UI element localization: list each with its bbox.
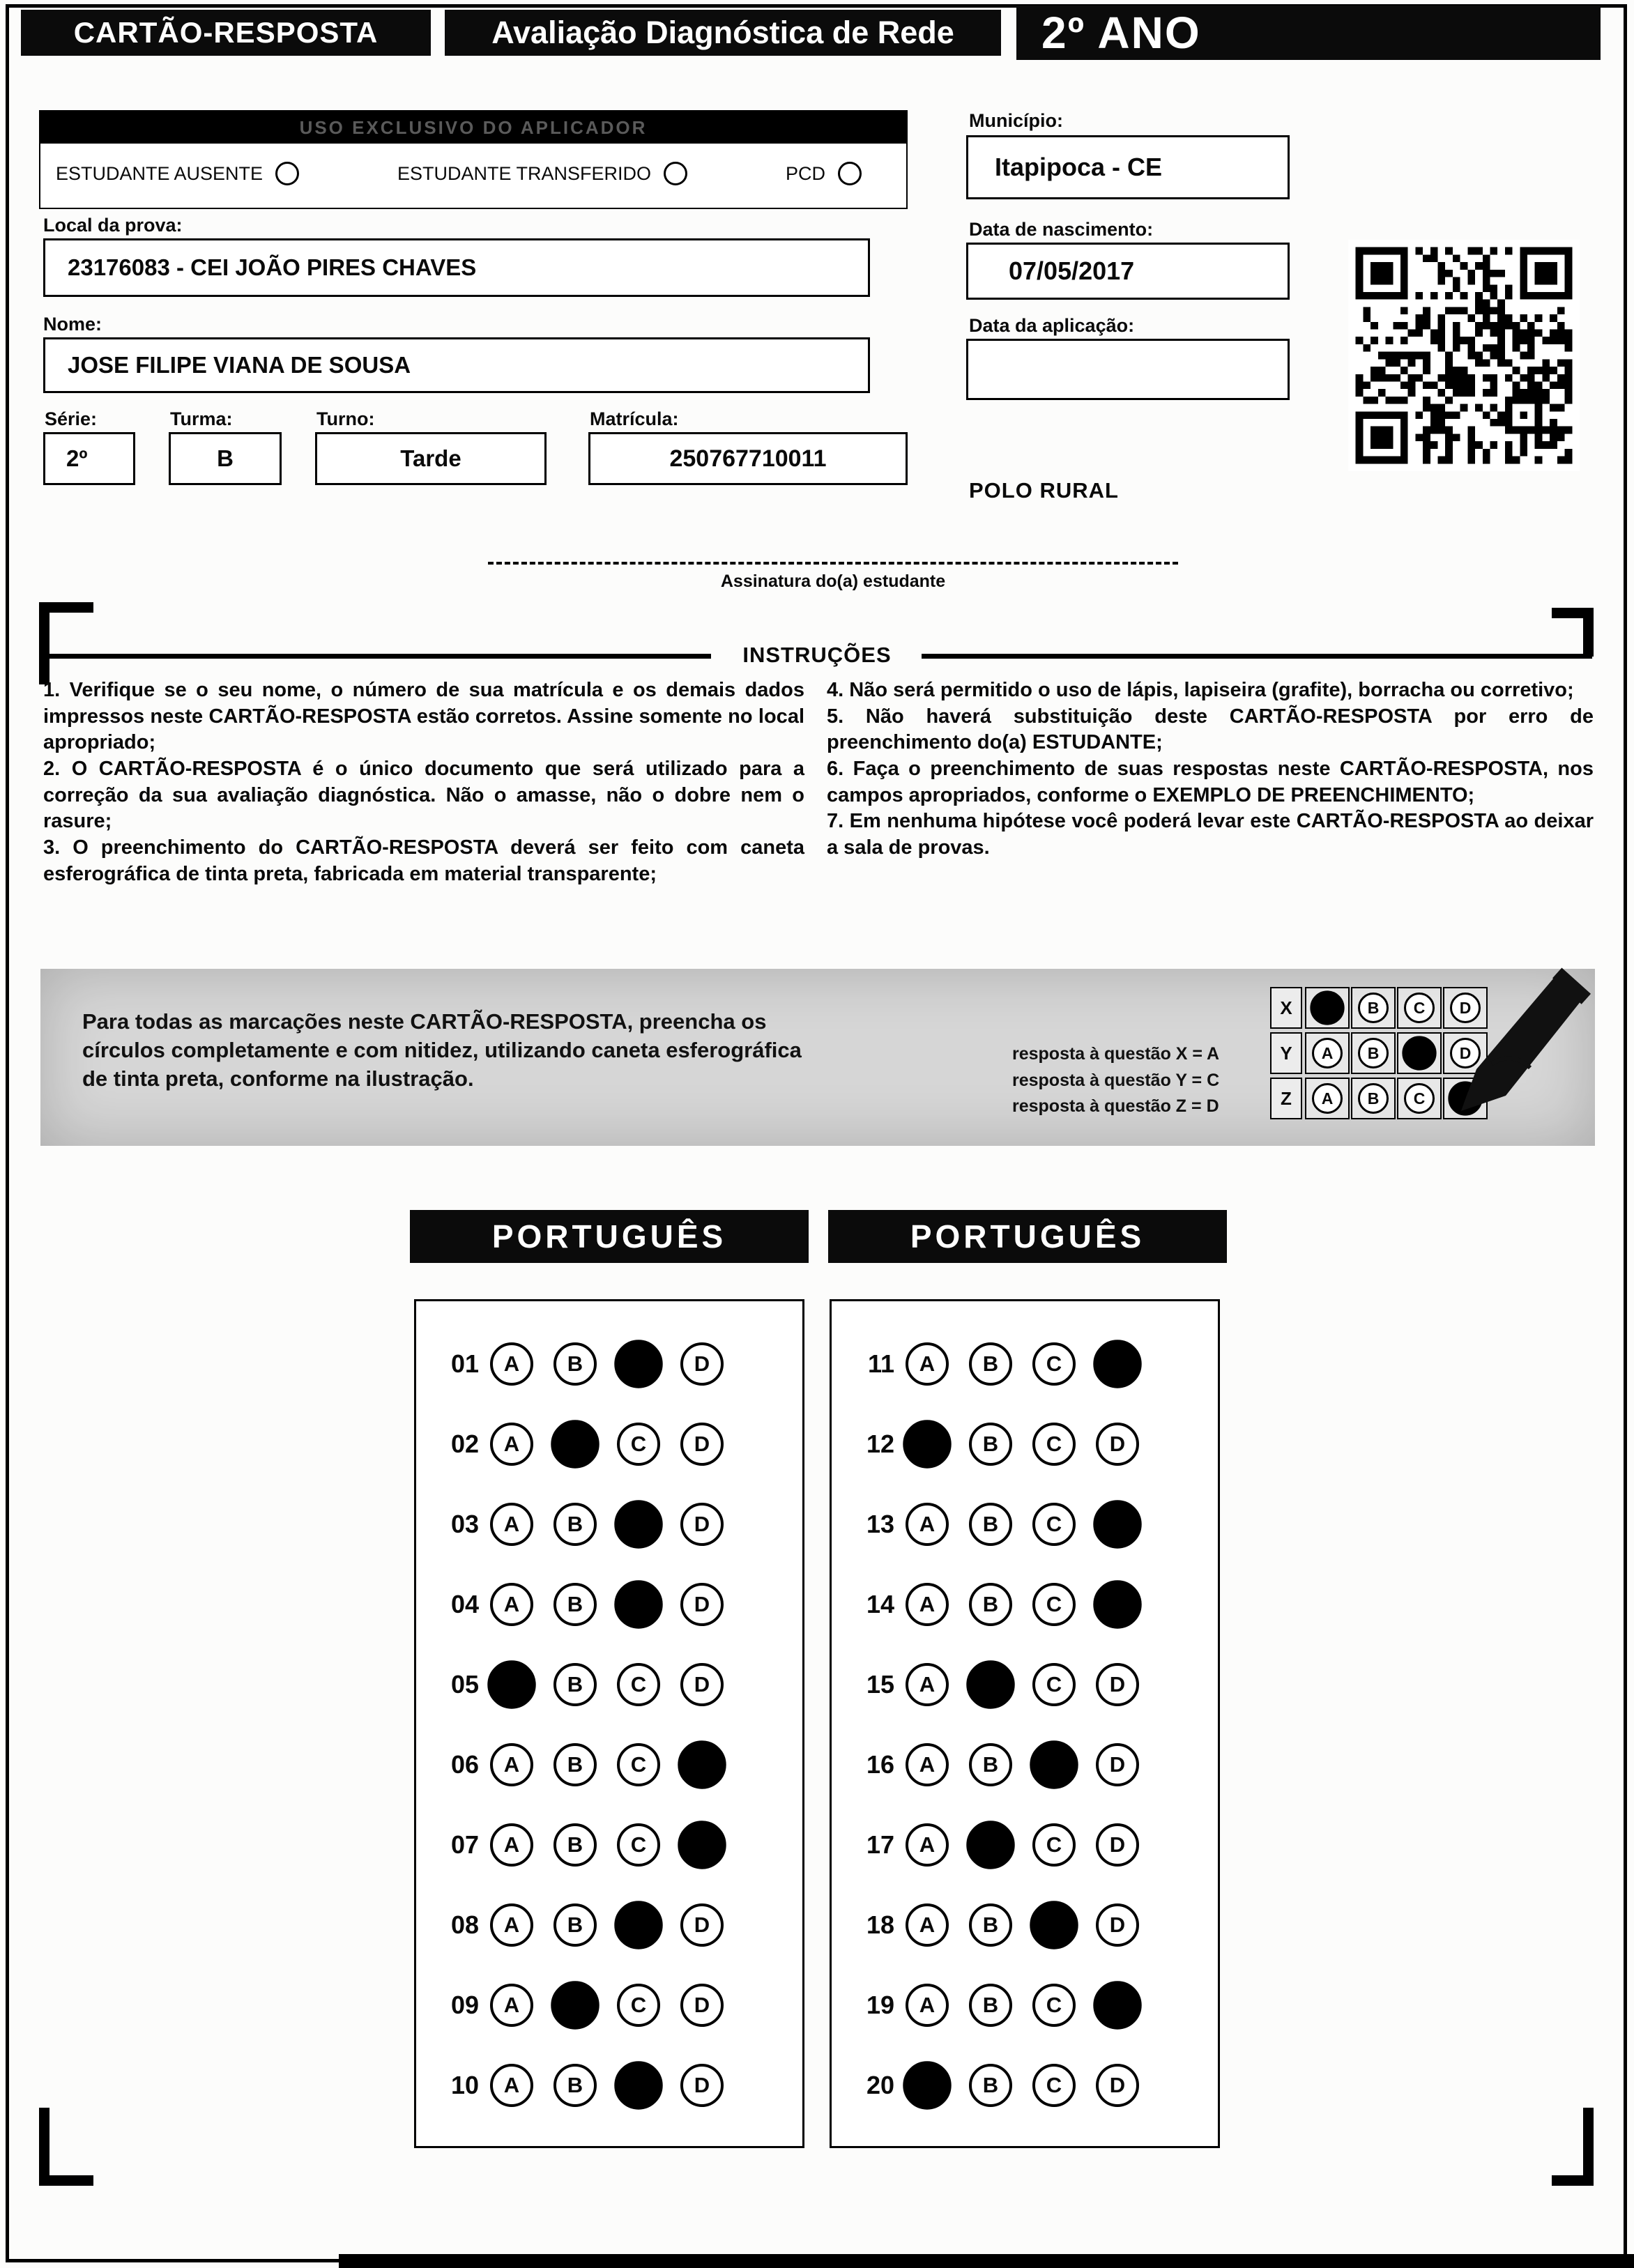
answer-bubble-q04-a[interactable]: A	[490, 1583, 533, 1626]
question-number-05: 05	[450, 1669, 479, 1699]
answer-bubble-q05-c[interactable]: C	[617, 1663, 660, 1706]
instruction-item-4: 4. Não será permitido o uso de lápis, lapiseira (grafite), borracha ou corretivo;	[827, 679, 1574, 701]
turma-value: B	[217, 445, 234, 471]
answer-bubble-q09-d[interactable]: D	[680, 1984, 724, 2027]
instruction-item-6: 6. Faça o preenchimento de suas respostas neste CARTÃO-RESPOSTA, nos campos apropriados, conforme o EXEMPLO DE PREENCHIMENTO;	[827, 758, 1594, 806]
answer-bubble-q01-c[interactable]	[614, 1340, 662, 1388]
question-row-03	[416, 1484, 802, 1564]
answer-bubble-q02-a[interactable]: A	[490, 1423, 533, 1466]
checkbox-circle-estudante-ausente[interactable]	[275, 162, 299, 185]
answer-bubble-q14-b[interactable]: B	[969, 1583, 1012, 1626]
question-number-10: 10	[450, 2070, 479, 2099]
answer-bubble-q11-c[interactable]: C	[1032, 1342, 1076, 1386]
question-row-07	[416, 1805, 802, 1885]
answer-bubble-q14-a[interactable]: A	[906, 1583, 949, 1626]
example-bubble-y-c	[1402, 1036, 1436, 1070]
example-cell-x-c	[1397, 987, 1442, 1029]
answer-bubble-q19-c[interactable]: C	[1032, 1984, 1076, 2027]
answers-section-title-1: PORTUGUÊS	[410, 1210, 809, 1263]
answer-bubble-q10-b[interactable]: B	[553, 2064, 597, 2107]
question-number-09: 09	[450, 1990, 479, 2019]
answer-bubble-q20-d[interactable]: D	[1096, 2064, 1139, 2107]
answer-bubble-q13-d[interactable]	[1093, 1500, 1141, 1548]
answer-bubble-q07-b[interactable]: B	[553, 1823, 597, 1867]
question-number-01: 01	[450, 1349, 479, 1378]
question-row-13	[832, 1484, 1218, 1564]
answer-bubble-q08-c[interactable]	[614, 1901, 662, 1949]
example-bubble-z-b: B	[1358, 1083, 1389, 1114]
answer-bubble-q08-d[interactable]: D	[680, 1903, 724, 1947]
instructions-rule-right	[922, 654, 1592, 659]
question-number-11: 11	[867, 1349, 894, 1378]
instructions-title: INSTRUÇÕES	[742, 643, 892, 667]
question-row-10	[416, 2045, 802, 2125]
corner-mark-bottom-right	[1552, 2108, 1594, 2186]
answer-bubble-q09-c[interactable]: C	[617, 1984, 660, 2027]
answer-bubble-q15-d[interactable]: D	[1096, 1663, 1139, 1706]
example-cell-z-b	[1351, 1078, 1396, 1119]
question-row-12	[832, 1404, 1218, 1484]
answer-bubble-q01-b[interactable]: B	[553, 1342, 597, 1386]
nome-value: JOSE FILIPE VIANA DE SOUSA	[68, 352, 411, 378]
checkbox-circle-pcd[interactable]	[838, 162, 862, 185]
answer-bubble-q19-a[interactable]: A	[906, 1984, 949, 2027]
question-row-16	[832, 1724, 1218, 1805]
question-row-18	[832, 1885, 1218, 1965]
signature-line[interactable]	[488, 562, 1178, 565]
answer-bubble-q12-c[interactable]: C	[1032, 1423, 1076, 1466]
question-row-14	[832, 1564, 1218, 1644]
question-number-07: 07	[450, 1830, 479, 1859]
local-prova-label: Local da prova:	[43, 215, 183, 236]
municipio-value: Itapipoca - CE	[995, 153, 1163, 181]
nome-label: Nome:	[43, 314, 102, 335]
answer-bubble-q06-c[interactable]: C	[617, 1743, 660, 1786]
example-bubble-x-d: D	[1450, 993, 1481, 1023]
example-bubble-y-b: B	[1358, 1038, 1389, 1068]
answer-bubble-q09-a[interactable]: A	[490, 1984, 533, 2027]
question-row-15	[832, 1644, 1218, 1724]
example-cell-x-a	[1305, 987, 1350, 1029]
answer-bubble-q06-b[interactable]: B	[553, 1743, 597, 1786]
checkbox-label-estudante-ausente: ESTUDANTE AUSENTE	[56, 162, 264, 184]
turno-value: Tarde	[400, 445, 461, 471]
answer-bubble-q17-a[interactable]: A	[906, 1823, 949, 1867]
municipio-label: Município:	[969, 110, 1063, 131]
answer-bubble-q16-a[interactable]: A	[906, 1743, 949, 1786]
answer-bubble-q16-c[interactable]	[1030, 1740, 1078, 1788]
answer-bubble-q11-a[interactable]: A	[906, 1342, 949, 1386]
question-number-18: 18	[866, 1910, 894, 1939]
answer-bubble-q03-a[interactable]: A	[490, 1503, 533, 1546]
example-bubble-x-a	[1310, 990, 1344, 1025]
serie-label: Série:	[45, 408, 98, 429]
question-row-19	[832, 1965, 1218, 2045]
corner-mark-bottom-left	[39, 2108, 93, 2186]
answer-bubble-q14-c[interactable]: C	[1032, 1583, 1076, 1626]
local-prova-value: 23176083 - CEI JOÃO PIRES CHAVES	[68, 254, 477, 280]
checkbox-label-estudante-transferido: ESTUDANTE TRANSFERIDO	[397, 162, 652, 184]
data-aplicacao-label: Data da aplicação:	[969, 315, 1135, 336]
answer-bubble-q20-c[interactable]: C	[1032, 2064, 1076, 2107]
question-number-12: 12	[866, 1429, 894, 1458]
example-row-label-x: X	[1270, 987, 1302, 1029]
answer-bubble-q02-d[interactable]: D	[680, 1423, 724, 1466]
question-number-20: 20	[866, 2070, 894, 2099]
answer-bubble-q12-d[interactable]: D	[1096, 1423, 1139, 1466]
answer-bubble-q11-b[interactable]: B	[969, 1342, 1012, 1386]
question-row-11	[832, 1324, 1218, 1404]
question-number-02: 02	[450, 1429, 479, 1458]
answer-bubble-q10-d[interactable]: D	[680, 2064, 724, 2107]
answer-bubble-q13-c[interactable]: C	[1032, 1503, 1076, 1546]
data-aplicacao-field[interactable]	[966, 339, 1290, 400]
instructions-left-column	[43, 677, 804, 888]
answer-bubble-q06-a[interactable]: A	[490, 1743, 533, 1786]
exam-title: Avaliação Diagnóstica de Rede	[445, 10, 1001, 56]
answer-bubble-q05-b[interactable]: B	[553, 1663, 597, 1706]
turma-label: Turma:	[170, 408, 233, 429]
instruction-item-5: 5. Não haverá substituição deste CARTÃO-RESPOSTA por erro de preenchimento do(a) ESTUDANTE;	[827, 705, 1594, 754]
data-nascimento-label: Data de nascimento:	[969, 219, 1154, 240]
question-row-20	[832, 2045, 1218, 2125]
answer-bubble-q09-b[interactable]	[551, 1981, 599, 2029]
checkbox-circle-estudante-transferido[interactable]	[664, 162, 687, 185]
example-cell-y-c	[1397, 1032, 1442, 1074]
checkbox-item-pcd	[786, 162, 862, 185]
answer-bubble-q14-d[interactable]	[1093, 1580, 1141, 1628]
answers-box-2	[830, 1299, 1220, 2148]
example-bubble-x-b: B	[1358, 993, 1389, 1023]
answer-bubble-q03-b[interactable]: B	[553, 1503, 597, 1546]
example-cell-y-a	[1305, 1032, 1350, 1074]
example-row-label-z: Z	[1270, 1078, 1302, 1119]
question-row-17	[832, 1805, 1218, 1885]
answer-bubble-q16-d[interactable]: D	[1096, 1743, 1139, 1786]
checkbox-item-estudante-transferido	[397, 162, 687, 185]
question-row-04	[416, 1564, 802, 1644]
answer-bubble-q08-b[interactable]: B	[553, 1903, 597, 1947]
signature-label: Assinatura do(a) estudante	[720, 572, 946, 591]
question-row-02	[416, 1404, 802, 1484]
answer-bubble-q07-d[interactable]	[678, 1821, 726, 1869]
qr-code	[1348, 240, 1580, 471]
answer-bubble-q06-d[interactable]	[678, 1740, 726, 1788]
answer-bubble-q01-d[interactable]: D	[680, 1342, 724, 1386]
answer-bubble-q17-b[interactable]	[966, 1821, 1014, 1869]
example-row-label-y: Y	[1270, 1032, 1302, 1074]
turno-label: Turno:	[316, 408, 375, 429]
example-bubble-y-d: D	[1450, 1038, 1481, 1068]
answer-bubble-q18-c[interactable]	[1030, 1901, 1078, 1949]
data-nascimento-value: 07/05/2017	[1009, 256, 1135, 285]
answer-bubble-q18-d[interactable]: D	[1096, 1903, 1139, 1947]
question-row-08	[416, 1885, 802, 1965]
checkbox-item-estudante-ausente	[56, 162, 299, 185]
answer-bubble-q12-a[interactable]	[903, 1420, 951, 1468]
answer-bubble-q15-b[interactable]	[966, 1660, 1014, 1708]
example-cell-y-b	[1351, 1032, 1396, 1074]
question-number-16: 16	[866, 1749, 894, 1779]
answer-bubble-q15-c[interactable]: C	[1032, 1663, 1076, 1706]
answers-section-title-2: PORTUGUÊS	[828, 1210, 1227, 1263]
answer-bubble-q20-a[interactable]	[903, 2061, 951, 2109]
example-bubble-z-c: C	[1404, 1083, 1435, 1114]
instruction-item-3: 3. O preenchimento do CARTÃO-RESPOSTA deverá ser feito com caneta esferográfica de tinta preta, fabricada em material transparente;	[43, 836, 804, 885]
corner-mark-top-left	[39, 602, 93, 684]
turma-field	[169, 432, 282, 485]
question-number-15: 15	[866, 1669, 894, 1699]
pen-hand-icon	[1450, 959, 1593, 1126]
form-title: CARTÃO-RESPOSTA	[21, 10, 431, 56]
legend-line-z: resposta à questão Z = D	[1012, 1096, 1219, 1116]
example-bubble-x-c: C	[1404, 993, 1435, 1023]
answer-bubble-q10-a[interactable]: A	[490, 2064, 533, 2107]
example-bubble-z-a: A	[1312, 1083, 1343, 1114]
question-number-17: 17	[866, 1830, 894, 1859]
answer-bubble-q13-a[interactable]: A	[906, 1503, 949, 1546]
answer-bubble-q07-c[interactable]: C	[617, 1823, 660, 1867]
polo-rural-label: POLO RURAL	[969, 478, 1119, 503]
answer-bubble-q02-b[interactable]	[551, 1420, 599, 1468]
question-number-19: 19	[866, 1990, 894, 2019]
question-number-06: 06	[450, 1749, 479, 1779]
question-row-09	[416, 1965, 802, 2045]
answer-bubble-q18-a[interactable]: A	[906, 1903, 949, 1947]
answer-bubble-q04-c[interactable]	[614, 1580, 662, 1628]
corner-mark-top-right	[1552, 608, 1594, 657]
answer-bubble-q07-a[interactable]: A	[490, 1823, 533, 1867]
example-bubble-y-a: A	[1312, 1038, 1343, 1068]
answer-bubble-q19-d[interactable]	[1093, 1981, 1141, 2029]
question-number-03: 03	[450, 1509, 479, 1538]
answer-bubble-q08-a[interactable]: A	[490, 1903, 533, 1947]
question-row-06	[416, 1724, 802, 1805]
marking-example-legend	[1012, 1041, 1219, 1120]
answer-bubble-q19-b[interactable]: B	[969, 1984, 1012, 2027]
matricula-label: Matrícula:	[590, 408, 679, 429]
answer-bubble-q03-d[interactable]: D	[680, 1503, 724, 1546]
nome-field	[43, 337, 870, 393]
instructions-right-column	[827, 677, 1594, 861]
answer-bubble-q20-b[interactable]: B	[969, 2064, 1012, 2107]
example-cell-z-a	[1305, 1078, 1350, 1119]
answer-bubble-q04-d[interactable]: D	[680, 1583, 724, 1626]
question-number-04: 04	[450, 1589, 479, 1618]
example-cell-x-b	[1351, 987, 1396, 1029]
question-row-05	[416, 1644, 802, 1724]
applicator-section	[39, 110, 908, 209]
data-nascimento-field	[966, 243, 1290, 300]
instruction-item-2: 2. O CARTÃO-RESPOSTA é o único documento que será utilizado para a correção da sua avaliação diagnóstica. Não o amasse, não o dobre nem o rasure;	[43, 758, 804, 833]
answers-box-1	[414, 1299, 804, 2148]
scan-edge-strip	[339, 2254, 1634, 2268]
answer-bubble-q11-d[interactable]	[1093, 1340, 1141, 1388]
answer-bubble-q15-a[interactable]: A	[906, 1663, 949, 1706]
instruction-item-1: 1. Verifique se o seu nome, o número de sua matrícula e os demais dados impressos neste CARTÃO-RESPOSTA estão corretos. Assine somente no local apropriado;	[43, 679, 804, 754]
answer-bubble-q02-c[interactable]: C	[617, 1423, 660, 1466]
question-number-08: 08	[450, 1910, 479, 1939]
checkbox-label-pcd: PCD	[785, 162, 825, 184]
matricula-value: 250767710011	[669, 445, 827, 472]
answer-bubble-q10-c[interactable]	[614, 2061, 662, 2109]
example-cell-z-c	[1397, 1078, 1442, 1119]
answer-bubble-q13-b[interactable]: B	[969, 1503, 1012, 1546]
instruction-item-7: 7. Em nenhuma hipótese você poderá levar este CARTÃO-RESPOSTA ao deixar a sala de provas.	[827, 810, 1594, 859]
question-number-13: 13	[866, 1509, 894, 1538]
answer-bubble-q01-a[interactable]: A	[490, 1342, 533, 1386]
municipio-field	[966, 135, 1290, 199]
legend-line-y: resposta à questão Y = C	[1012, 1070, 1220, 1090]
answer-bubble-q04-b[interactable]: B	[553, 1583, 597, 1626]
answer-bubble-q16-b[interactable]: B	[969, 1743, 1012, 1786]
applicator-checkbox-row	[40, 144, 906, 185]
answer-bubble-q05-d[interactable]: D	[680, 1663, 724, 1706]
grade-label: 2º ANO	[1016, 6, 1601, 60]
turno-field	[315, 432, 547, 485]
marking-example-text: Para todas as marcações neste CARTÃO-RESPOSTA, preencha os círculos completamente e com nitidez, utilizando caneta esferográfica de tinta preta, conforme na ilustração.	[82, 1009, 802, 1091]
answer-bubble-q18-b[interactable]: B	[969, 1903, 1012, 1947]
applicator-section-title: USO EXCLUSIVO DO APLICADOR	[40, 112, 906, 144]
serie-field	[43, 432, 135, 485]
answer-bubble-q05-a[interactable]	[487, 1660, 535, 1708]
local-prova-field	[43, 238, 870, 297]
answer-bubble-q12-b[interactable]: B	[969, 1423, 1012, 1466]
question-number-14: 14	[866, 1589, 894, 1618]
serie-value: 2º	[66, 445, 88, 471]
answer-bubble-q17-d[interactable]: D	[1096, 1823, 1139, 1867]
matricula-field	[588, 432, 908, 485]
answer-bubble-q17-c[interactable]: C	[1032, 1823, 1076, 1867]
instructions-rule-left	[43, 654, 711, 659]
legend-line-x: resposta à questão X = A	[1012, 1044, 1220, 1064]
answer-bubble-q03-c[interactable]	[614, 1500, 662, 1548]
question-row-01	[416, 1324, 802, 1404]
